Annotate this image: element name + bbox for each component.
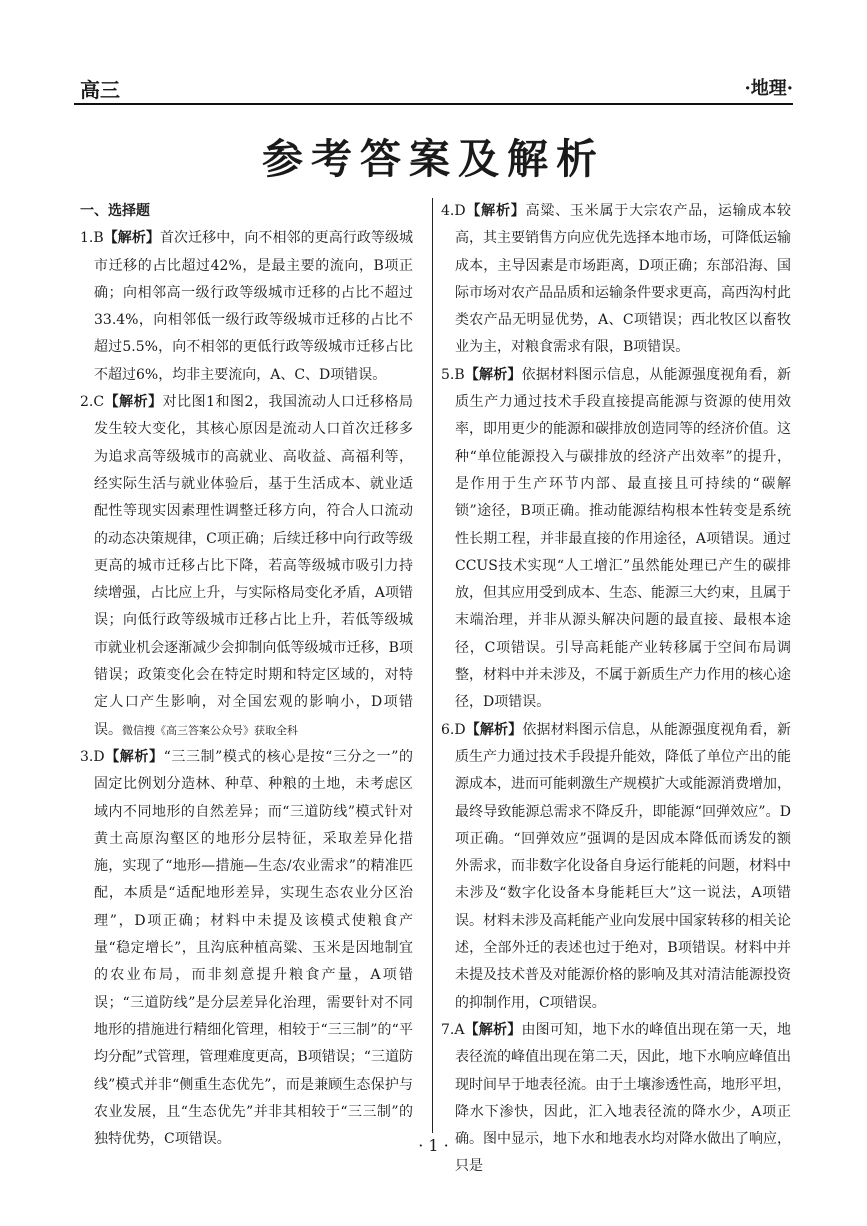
answer-text: 对比图1和图2，我国流动人口迁移格局发生较大变化，其核心原因是流动人口首次迁移多为追求高等级城市的高就业、高收益、高福利等，经实际生活与就业体验后，基于生活成本、就业适配性等现实因素理性调整迁移方向，符合人口流动的动态决策规律，C项正确；后续迁移中向行政等级更高的城市迁移占比下降，若高等级城市吸引力持续增强，占比应上升，与实际格局变化矛盾，A项错误；向低行政等级城市迁移占比上升，若低等级城市就业机会逐渐减少会抑制向低等级城市迁移，B项错误；政策变化会在特定时期和特定区域的，对特定人口产生影响，对全国宏观的影响小，D项错误。 — [94, 394, 413, 738]
analysis-tag: 【解析】 — [465, 721, 523, 738]
answer-number: 5.B — [441, 366, 465, 383]
answer-item-6 — [441, 717, 791, 1017]
answer-item-3 — [80, 744, 413, 1153]
section-title: 一、选择题 — [80, 203, 150, 219]
answer-item-2 — [80, 389, 413, 744]
answer-number: 3.D — [80, 748, 105, 765]
header-subject: ·地理· — [744, 78, 793, 99]
answer-item-7 — [441, 1017, 791, 1181]
header-divider — [74, 103, 793, 105]
answer-number: 2.C — [80, 394, 105, 411]
answer-number: 6.D — [441, 721, 466, 738]
answer-item-1 — [80, 225, 413, 389]
answer-number: 4.D — [441, 203, 466, 219]
answer-text: 首次迁移中，向不相邻的更高行政等级城市迁移的占比超过42%，是最主要的流向，B项正确；向相邻高一级行政等级城市迁移的占比不超过33.4%，向相邻低一级行政等级城市迁移的占比不超过5.5%，向不相邻的更低行政等级城市迁移占比不超过6%，均非主要流向，A、C、D项错误。 — [94, 230, 414, 383]
answer-text: “三三制”模式的核心是按“三分之一”的固定比例划分造林、种草、种粮的土地，未考虑区域内不同地形的自然差异；而“三道防线”模式针对黄土高原沟壑区的地形分层特征，采取差异化措施，实现了“地形—措施—生态/农业需求”的精准匹配，本质是“适配地形差异，实现生态农业分区治理”，D项正确；材料中未提及该模式使粮食产量“稳定增长”，且沟底种植高粱、玉米是因地制宜的农业布局，而非刻意提升粮食产量，A项错误；“三道防线”是分层差异化治理，需要针对不同地形的措施进行精细化管理，相较于“三三制”的“平均分配”式管理，管理难度更高，B项错误；“三道防线”模式并非“侧重生态优先”，而是兼顾生态保护与农业发展，且“生态优先”并非其相较于“三三制”的独特优势，C项错误。 — [94, 748, 413, 1148]
answer-number: 7.A — [441, 1021, 465, 1038]
answer-text: 依据材料图示信息，从能源强度视角看，新质生产力通过技术手段提升能效，降低了单位产出的能源成本，进而可能刺激生产规模扩大或能源消费增加，最终导致能源总需求不降反升，即能源“回弹效应”。D项正确。“回弹效应”强调的是因成本降低而诱发的额外需求，而非数字化设备自身运行能耗的问题，材料中未涉及“数字化设备本身能耗巨大”这一说法，A项错误。材料未涉及高耗能产业向发展中国家转移的相关论述，全部外迁的表述也过于绝对，B项错误。材料中并未提及技术普及对能源价格的影响及其对清洁能源投资的抑制作用，C项错误。 — [455, 721, 792, 1011]
answer-item-5 — [441, 362, 791, 717]
analysis-tag: 【解析】 — [464, 1021, 522, 1038]
analysis-tag: 【解析】 — [104, 394, 163, 411]
answer-text: 依据材料图示信息，从能源强度视角看，新质生产力通过技术手段直接提高能源与资源的使用效率，即用更少的能源和碳排放创造同等的经济价值。这种“单位能源投入与碳排放的经济产出效率”的提升，是作用于生产环节内部、最直接且可持续的“碳解锁”途径，B项正确。推动能源结构根本性转变是系统性长期工程，并非最直接的作用途径，A项错误。通过CCUS技术实现“人工增汇”虽然能处理已产生的碳排放，但其应用受到成本、生态、能源三大约束，且属于末端治理，并非从源头解决问题的最直接、最根本途径，C项错误。引导高耗能产业转移属于空间布局调整，材料中并未涉及，不属于新质生产力作用的核心途径，D项错误。 — [455, 366, 792, 711]
answer-number: 1.B — [80, 230, 104, 247]
analysis-tag: 【解析】 — [464, 366, 522, 383]
answer-item-4 — [441, 198, 791, 362]
page-number: · 1 · — [418, 1136, 449, 1155]
header-grade: 高三 — [80, 78, 120, 102]
answer-text: 高粱、玉米属于大宗农产品，运输成本较高，其主要销售方向应优先选择本地市场，可降低运输成本，主导因素是市场距离，D项正确；东部沿海、国际市场对农产品品质和运输条件要求更高，高西沟村此类农产品无明显优势，A、C项错误；西北牧区以畜牧业为主，对粮食需求有限，B项错误。 — [455, 203, 792, 356]
analysis-tag: 【解析】 — [104, 748, 164, 765]
answer-text: 由图可知，地下水的峰值出现在第一天，地表径流的峰值出现在第二天，因此，地下水响应峰值出现时间早于地表径流。由于土壤渗透性高，地形平坦，降水下渗快，因此，汇入地表径流的降水少，A项正确。图中显示，地下水和地表水均对降水做出了响应，只是 — [455, 1021, 792, 1175]
left-column — [80, 198, 413, 1153]
wechat-note: 微信搜《高三答案公众号》获取全科 — [122, 723, 298, 737]
right-column — [441, 198, 791, 1181]
column-divider — [432, 198, 433, 1133]
page-title: 参考答案及解析 — [262, 135, 605, 183]
analysis-tag: 【解析】 — [465, 203, 526, 219]
analysis-tag: 【解析】 — [103, 230, 160, 247]
